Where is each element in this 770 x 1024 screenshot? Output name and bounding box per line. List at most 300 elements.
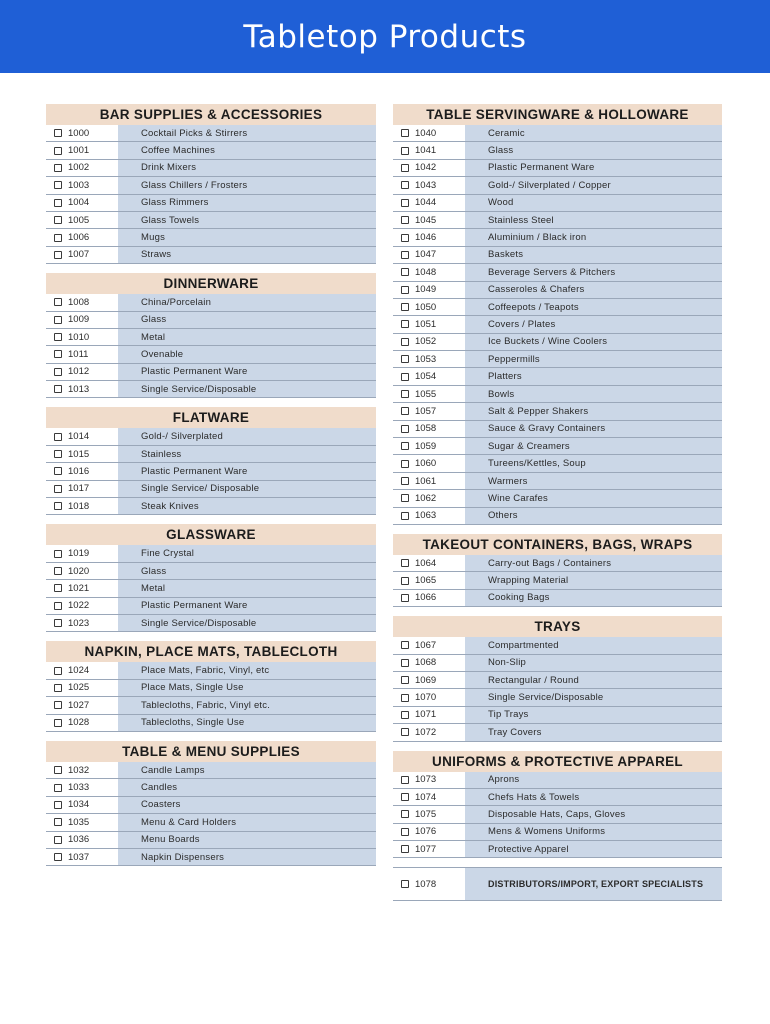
item-code-cell [393, 403, 465, 419]
list-item [46, 247, 376, 264]
checkbox[interactable] [401, 199, 409, 207]
list-item [393, 438, 722, 455]
item-label: Single Service/Disposable [118, 615, 376, 631]
title-banner [0, 0, 770, 73]
item-code: 1016 [68, 465, 90, 477]
item-label: Wine Carafes [465, 490, 722, 506]
item-label: Single Service/Disposable [465, 689, 722, 705]
item-label: Single Service/Disposable [118, 381, 376, 397]
checkbox[interactable] [401, 303, 409, 311]
section-table-servingware-holloware [393, 104, 722, 525]
list-item [46, 814, 376, 831]
item-code: 1019 [68, 548, 90, 560]
checkbox[interactable] [401, 676, 409, 684]
item-code-cell [393, 841, 465, 857]
item-label: Glass Chillers / Frosters [118, 177, 376, 193]
item-code: 1059 [415, 440, 437, 452]
item-label: Fine Crystal [118, 545, 376, 561]
checkbox[interactable] [401, 390, 409, 398]
section-header: TAKEOUT CONTAINERS, BAGS, WRAPS [393, 534, 722, 555]
item-label: Glass Towels [118, 212, 376, 228]
item-code-cell [46, 563, 118, 579]
item-code: 1005 [68, 214, 90, 226]
item-code: 1015 [68, 448, 90, 460]
item-label: Plastic Permanent Ware [465, 160, 722, 176]
item-label: Sugar & Creamers [465, 438, 722, 454]
item-code: 1065 [415, 575, 437, 587]
list-item [46, 498, 376, 515]
checkbox[interactable] [401, 234, 409, 242]
checkbox[interactable] [401, 373, 409, 381]
checkbox[interactable] [401, 694, 409, 702]
item-code: 1027 [68, 699, 90, 711]
list-item [393, 772, 722, 789]
checkbox[interactable] [54, 333, 62, 341]
item-label: China/Porcelain [118, 294, 376, 310]
item-code: 1018 [68, 500, 90, 512]
item-code: 1009 [68, 314, 90, 326]
page-title: Tabletop Products [243, 18, 527, 55]
item-label: Cooking Bags [465, 590, 722, 606]
list-item [46, 125, 376, 142]
item-code: 1008 [68, 296, 90, 308]
checkbox[interactable] [54, 251, 62, 259]
checkbox[interactable] [54, 818, 62, 826]
item-label: Coffeepots / Teapots [465, 299, 722, 315]
checkbox[interactable] [54, 667, 62, 675]
item-code-cell [393, 490, 465, 506]
list-item [46, 294, 376, 311]
list-item [46, 364, 376, 381]
checkbox[interactable] [54, 584, 62, 592]
list-item [393, 368, 722, 385]
item-code: 1013 [68, 383, 90, 395]
item-label: Aprons [465, 772, 722, 788]
item-code: 1033 [68, 782, 90, 794]
checkbox[interactable] [54, 853, 62, 861]
list-item [393, 508, 722, 525]
item-label: Protective Apparel [465, 841, 722, 857]
section-header: TABLE SERVINGWARE & HOLLOWARE [393, 104, 722, 125]
checkbox[interactable] [401, 728, 409, 736]
checkbox[interactable] [401, 559, 409, 567]
checkbox[interactable] [54, 684, 62, 692]
item-label: Mens & Womens Uniforms [465, 824, 722, 840]
item-code-cell [393, 142, 465, 158]
item-code: 1002 [68, 162, 90, 174]
checkbox[interactable] [54, 619, 62, 627]
checkbox[interactable] [54, 199, 62, 207]
list-item [46, 580, 376, 597]
item-label: Ovenable [118, 346, 376, 362]
item-label: Plastic Permanent Ware [118, 364, 376, 380]
section-distributors [393, 867, 722, 901]
item-code-cell [393, 177, 465, 193]
checkbox[interactable] [401, 641, 409, 649]
item-code: 1073 [415, 774, 437, 786]
item-code-cell [46, 312, 118, 328]
list-item [46, 563, 376, 580]
checkbox[interactable] [401, 577, 409, 585]
section-header: DINNERWARE [46, 273, 376, 294]
checkbox[interactable] [54, 550, 62, 558]
item-code: 1050 [415, 301, 437, 313]
checkbox[interactable] [401, 355, 409, 363]
item-code: 1072 [415, 726, 437, 738]
item-label: Glass Rimmers [118, 195, 376, 211]
checkbox[interactable] [54, 164, 62, 172]
item-label: Tablecloths, Single Use [118, 715, 376, 731]
checkbox[interactable] [54, 147, 62, 155]
item-label: Plastic Permanent Ware [118, 463, 376, 479]
list-item [393, 403, 722, 420]
list-item [393, 195, 722, 212]
checkbox[interactable] [401, 494, 409, 502]
item-label: Wood [465, 195, 722, 211]
item-code: 1044 [415, 197, 437, 209]
checkbox[interactable] [54, 701, 62, 709]
list-item [393, 572, 722, 589]
item-label: Warmers [465, 473, 722, 489]
list-item [393, 824, 722, 841]
checkbox[interactable] [54, 181, 62, 189]
item-code: 1055 [415, 388, 437, 400]
item-label: Place Mats, Single Use [118, 680, 376, 696]
list-item [46, 779, 376, 796]
item-code: 1024 [68, 665, 90, 677]
checkbox[interactable] [54, 502, 62, 510]
item-label: Plastic Permanent Ware [118, 598, 376, 614]
list-item [46, 832, 376, 849]
item-code-cell [393, 299, 465, 315]
checkbox[interactable] [401, 181, 409, 189]
checkbox[interactable] [54, 385, 62, 393]
checkbox[interactable] [54, 801, 62, 809]
item-label: Baskets [465, 247, 722, 263]
checkbox[interactable] [54, 836, 62, 844]
item-code-cell [46, 364, 118, 380]
item-code-cell [393, 637, 465, 653]
item-code-cell [46, 615, 118, 631]
checkbox[interactable] [401, 164, 409, 172]
list-item [393, 229, 722, 246]
list-item [46, 195, 376, 212]
checkbox[interactable] [54, 567, 62, 575]
checkbox[interactable] [401, 776, 409, 784]
item-code: 1071 [415, 709, 437, 721]
item-code: 1042 [415, 162, 437, 174]
checkbox[interactable] [401, 442, 409, 450]
item-label: Cocktail Picks & Stirrers [118, 125, 376, 141]
list-item [46, 849, 376, 866]
item-code-cell [393, 707, 465, 723]
item-label: Candle Lamps [118, 762, 376, 778]
item-code: 1035 [68, 816, 90, 828]
list-item [46, 715, 376, 732]
section-header: FLATWARE [46, 407, 376, 428]
checkbox[interactable] [401, 793, 409, 801]
item-code: 1006 [68, 232, 90, 244]
item-code: 1014 [68, 431, 90, 443]
checkbox[interactable] [54, 467, 62, 475]
item-label: Napkin Dispensers [118, 849, 376, 865]
item-code: 1021 [68, 582, 90, 594]
list-item [393, 555, 722, 572]
item-label: Tureens/Kettles, Soup [465, 455, 722, 471]
list-item [393, 177, 722, 194]
item-code-cell [393, 655, 465, 671]
item-code-cell [393, 555, 465, 571]
item-code-cell [393, 386, 465, 402]
checkbox[interactable] [401, 407, 409, 415]
item-label: Chefs Hats & Towels [465, 789, 722, 805]
item-code: 1077 [415, 843, 437, 855]
item-code: 1068 [415, 657, 437, 669]
item-code-cell [46, 125, 118, 141]
section-header: GLASSWARE [46, 524, 376, 545]
checkbox[interactable] [54, 719, 62, 727]
checkbox[interactable] [54, 766, 62, 774]
checkbox[interactable] [54, 350, 62, 358]
item-label: Compartmented [465, 637, 722, 653]
section-header: BAR SUPPLIES & ACCESSORIES [46, 104, 376, 125]
item-label: Bowls [465, 386, 722, 402]
section-napkin-place-mats-tablecloth [46, 641, 376, 732]
item-code-cell [46, 498, 118, 514]
item-code: 1032 [68, 764, 90, 776]
section-header: NAPKIN, PLACE MATS, TABLECLOTH [46, 641, 376, 662]
list-item [393, 334, 722, 351]
item-code-cell [46, 195, 118, 211]
list-item [393, 299, 722, 316]
list-item [393, 490, 722, 507]
list-item [46, 312, 376, 329]
item-code-cell [393, 590, 465, 606]
item-label: Coasters [118, 797, 376, 813]
item-code: 1001 [68, 145, 90, 157]
item-code: 1017 [68, 483, 90, 495]
list-item [393, 473, 722, 490]
checkbox[interactable] [54, 433, 62, 441]
list-item [46, 481, 376, 498]
item-code-cell [393, 672, 465, 688]
list-item [393, 247, 722, 264]
list-item [393, 386, 722, 403]
item-code: 1052 [415, 336, 437, 348]
checkbox[interactable] [401, 828, 409, 836]
list-item [46, 142, 376, 159]
list-item [46, 329, 376, 346]
item-label: Salt & Pepper Shakers [465, 403, 722, 419]
item-code: 1012 [68, 366, 90, 378]
checkbox[interactable] [54, 602, 62, 610]
checkbox[interactable] [401, 845, 409, 853]
list-item [393, 789, 722, 806]
checkbox[interactable] [401, 129, 409, 137]
list-item [46, 381, 376, 398]
list-item [46, 177, 376, 194]
checkbox[interactable] [401, 425, 409, 433]
item-code: 1061 [415, 475, 437, 487]
checkbox[interactable] [401, 286, 409, 294]
left-column [46, 104, 376, 875]
item-label: Menu & Card Holders [118, 814, 376, 830]
section-takeout-containers-bags-wraps [393, 534, 722, 607]
item-code-cell [46, 160, 118, 176]
list-item [46, 212, 376, 229]
list-item [46, 615, 376, 632]
item-code: 1070 [415, 692, 437, 704]
item-label: Metal [118, 329, 376, 345]
checkbox[interactable] [54, 129, 62, 137]
item-label: Gold-/ Silverplated / Copper [465, 177, 722, 193]
item-code-cell [46, 142, 118, 158]
checkbox[interactable] [54, 368, 62, 376]
list-item [393, 455, 722, 472]
item-code: 1007 [68, 249, 90, 261]
list-item [393, 868, 722, 901]
checkbox[interactable] [54, 234, 62, 242]
item-label: Gold-/ Silverplated [118, 428, 376, 444]
list-item [46, 229, 376, 246]
list-item [393, 590, 722, 607]
item-label: Glass [465, 142, 722, 158]
item-code-cell [46, 680, 118, 696]
item-code-cell [393, 195, 465, 211]
checkbox[interactable] [54, 485, 62, 493]
section-header: TABLE & MENU SUPPLIES [46, 741, 376, 762]
item-label: Glass [118, 563, 376, 579]
item-label: Drink Mixers [118, 160, 376, 176]
item-label: Straws [118, 247, 376, 263]
item-code-cell [393, 455, 465, 471]
item-code-cell [393, 125, 465, 141]
item-label: Non-Slip [465, 655, 722, 671]
list-item [393, 637, 722, 654]
list-item [393, 841, 722, 858]
item-code: 1043 [415, 179, 437, 191]
item-code-cell [46, 545, 118, 561]
checkbox[interactable] [401, 477, 409, 485]
item-label: Carry-out Bags / Containers [465, 555, 722, 571]
list-item [393, 316, 722, 333]
item-code: 1011 [68, 348, 89, 360]
checkbox[interactable] [401, 594, 409, 602]
item-code: 1041 [415, 145, 437, 157]
item-code-cell [393, 264, 465, 280]
item-code-cell [393, 772, 465, 788]
checkbox[interactable] [401, 338, 409, 346]
item-code-cell [46, 849, 118, 865]
item-code: 1076 [415, 826, 437, 838]
checkbox[interactable] [401, 216, 409, 224]
item-code: 1045 [415, 214, 437, 226]
item-label: Steak Knives [118, 498, 376, 514]
section-uniforms-protective-apparel [393, 751, 722, 859]
list-item [46, 463, 376, 480]
checkbox[interactable] [401, 320, 409, 328]
item-code: 1067 [415, 639, 437, 651]
item-code-cell [46, 463, 118, 479]
checkbox[interactable] [401, 147, 409, 155]
item-code-cell [393, 572, 465, 588]
checkbox[interactable] [401, 268, 409, 276]
checkbox[interactable] [54, 298, 62, 306]
item-code: 1063 [415, 510, 437, 522]
item-code-cell [393, 334, 465, 350]
list-item [46, 662, 376, 679]
item-label: Tip Trays [465, 707, 722, 723]
item-code: 1054 [415, 371, 437, 383]
list-item [393, 125, 722, 142]
item-code-cell [393, 316, 465, 332]
checkbox[interactable] [54, 216, 62, 224]
item-label: Menu Boards [118, 832, 376, 848]
checkbox[interactable] [401, 251, 409, 259]
checkbox[interactable] [401, 711, 409, 719]
list-item [393, 655, 722, 672]
item-code: 1062 [415, 492, 437, 504]
list-item [46, 160, 376, 177]
section-bar-supplies-accessories [46, 104, 376, 264]
item-code-cell [393, 247, 465, 263]
item-code: 1022 [68, 600, 90, 612]
item-code: 1004 [68, 197, 90, 209]
item-code-cell [393, 473, 465, 489]
item-code-cell [393, 160, 465, 176]
checkbox[interactable] [401, 460, 409, 468]
item-label: DISTRIBUTORS/IMPORT, EXPORT SPECIALISTS [465, 868, 722, 900]
item-code-cell [393, 212, 465, 228]
item-code-cell [393, 508, 465, 524]
checkbox[interactable] [401, 512, 409, 520]
list-item [393, 142, 722, 159]
checkbox[interactable] [54, 784, 62, 792]
item-label: Sauce & Gravy Containers [465, 421, 722, 437]
item-code: 1000 [68, 127, 90, 139]
item-code: 1047 [415, 249, 437, 261]
item-code-cell [46, 177, 118, 193]
list-item [46, 428, 376, 445]
item-code-cell [46, 779, 118, 795]
item-code-cell [46, 814, 118, 830]
section-flatware [46, 407, 376, 515]
item-code: 1069 [415, 674, 437, 686]
list-item [393, 689, 722, 706]
item-code-cell [393, 789, 465, 805]
list-item [46, 598, 376, 615]
section-trays [393, 616, 722, 741]
checkbox[interactable] [401, 880, 409, 888]
checkbox[interactable] [54, 316, 62, 324]
item-label: Tablecloths, Fabric, Vinyl etc. [118, 697, 376, 713]
item-code-cell [46, 797, 118, 813]
item-code-cell [393, 282, 465, 298]
list-item [393, 282, 722, 299]
item-label: Metal [118, 580, 376, 596]
checkbox[interactable] [54, 450, 62, 458]
checkbox[interactable] [401, 810, 409, 818]
item-code-cell [393, 724, 465, 740]
item-label: Aluminium / Black iron [465, 229, 722, 245]
item-code: 1075 [415, 808, 437, 820]
item-code: 1025 [68, 682, 90, 694]
item-label: Mugs [118, 229, 376, 245]
item-code: 1010 [68, 331, 90, 343]
checkbox[interactable] [401, 659, 409, 667]
item-code-cell [46, 481, 118, 497]
list-item [393, 806, 722, 823]
